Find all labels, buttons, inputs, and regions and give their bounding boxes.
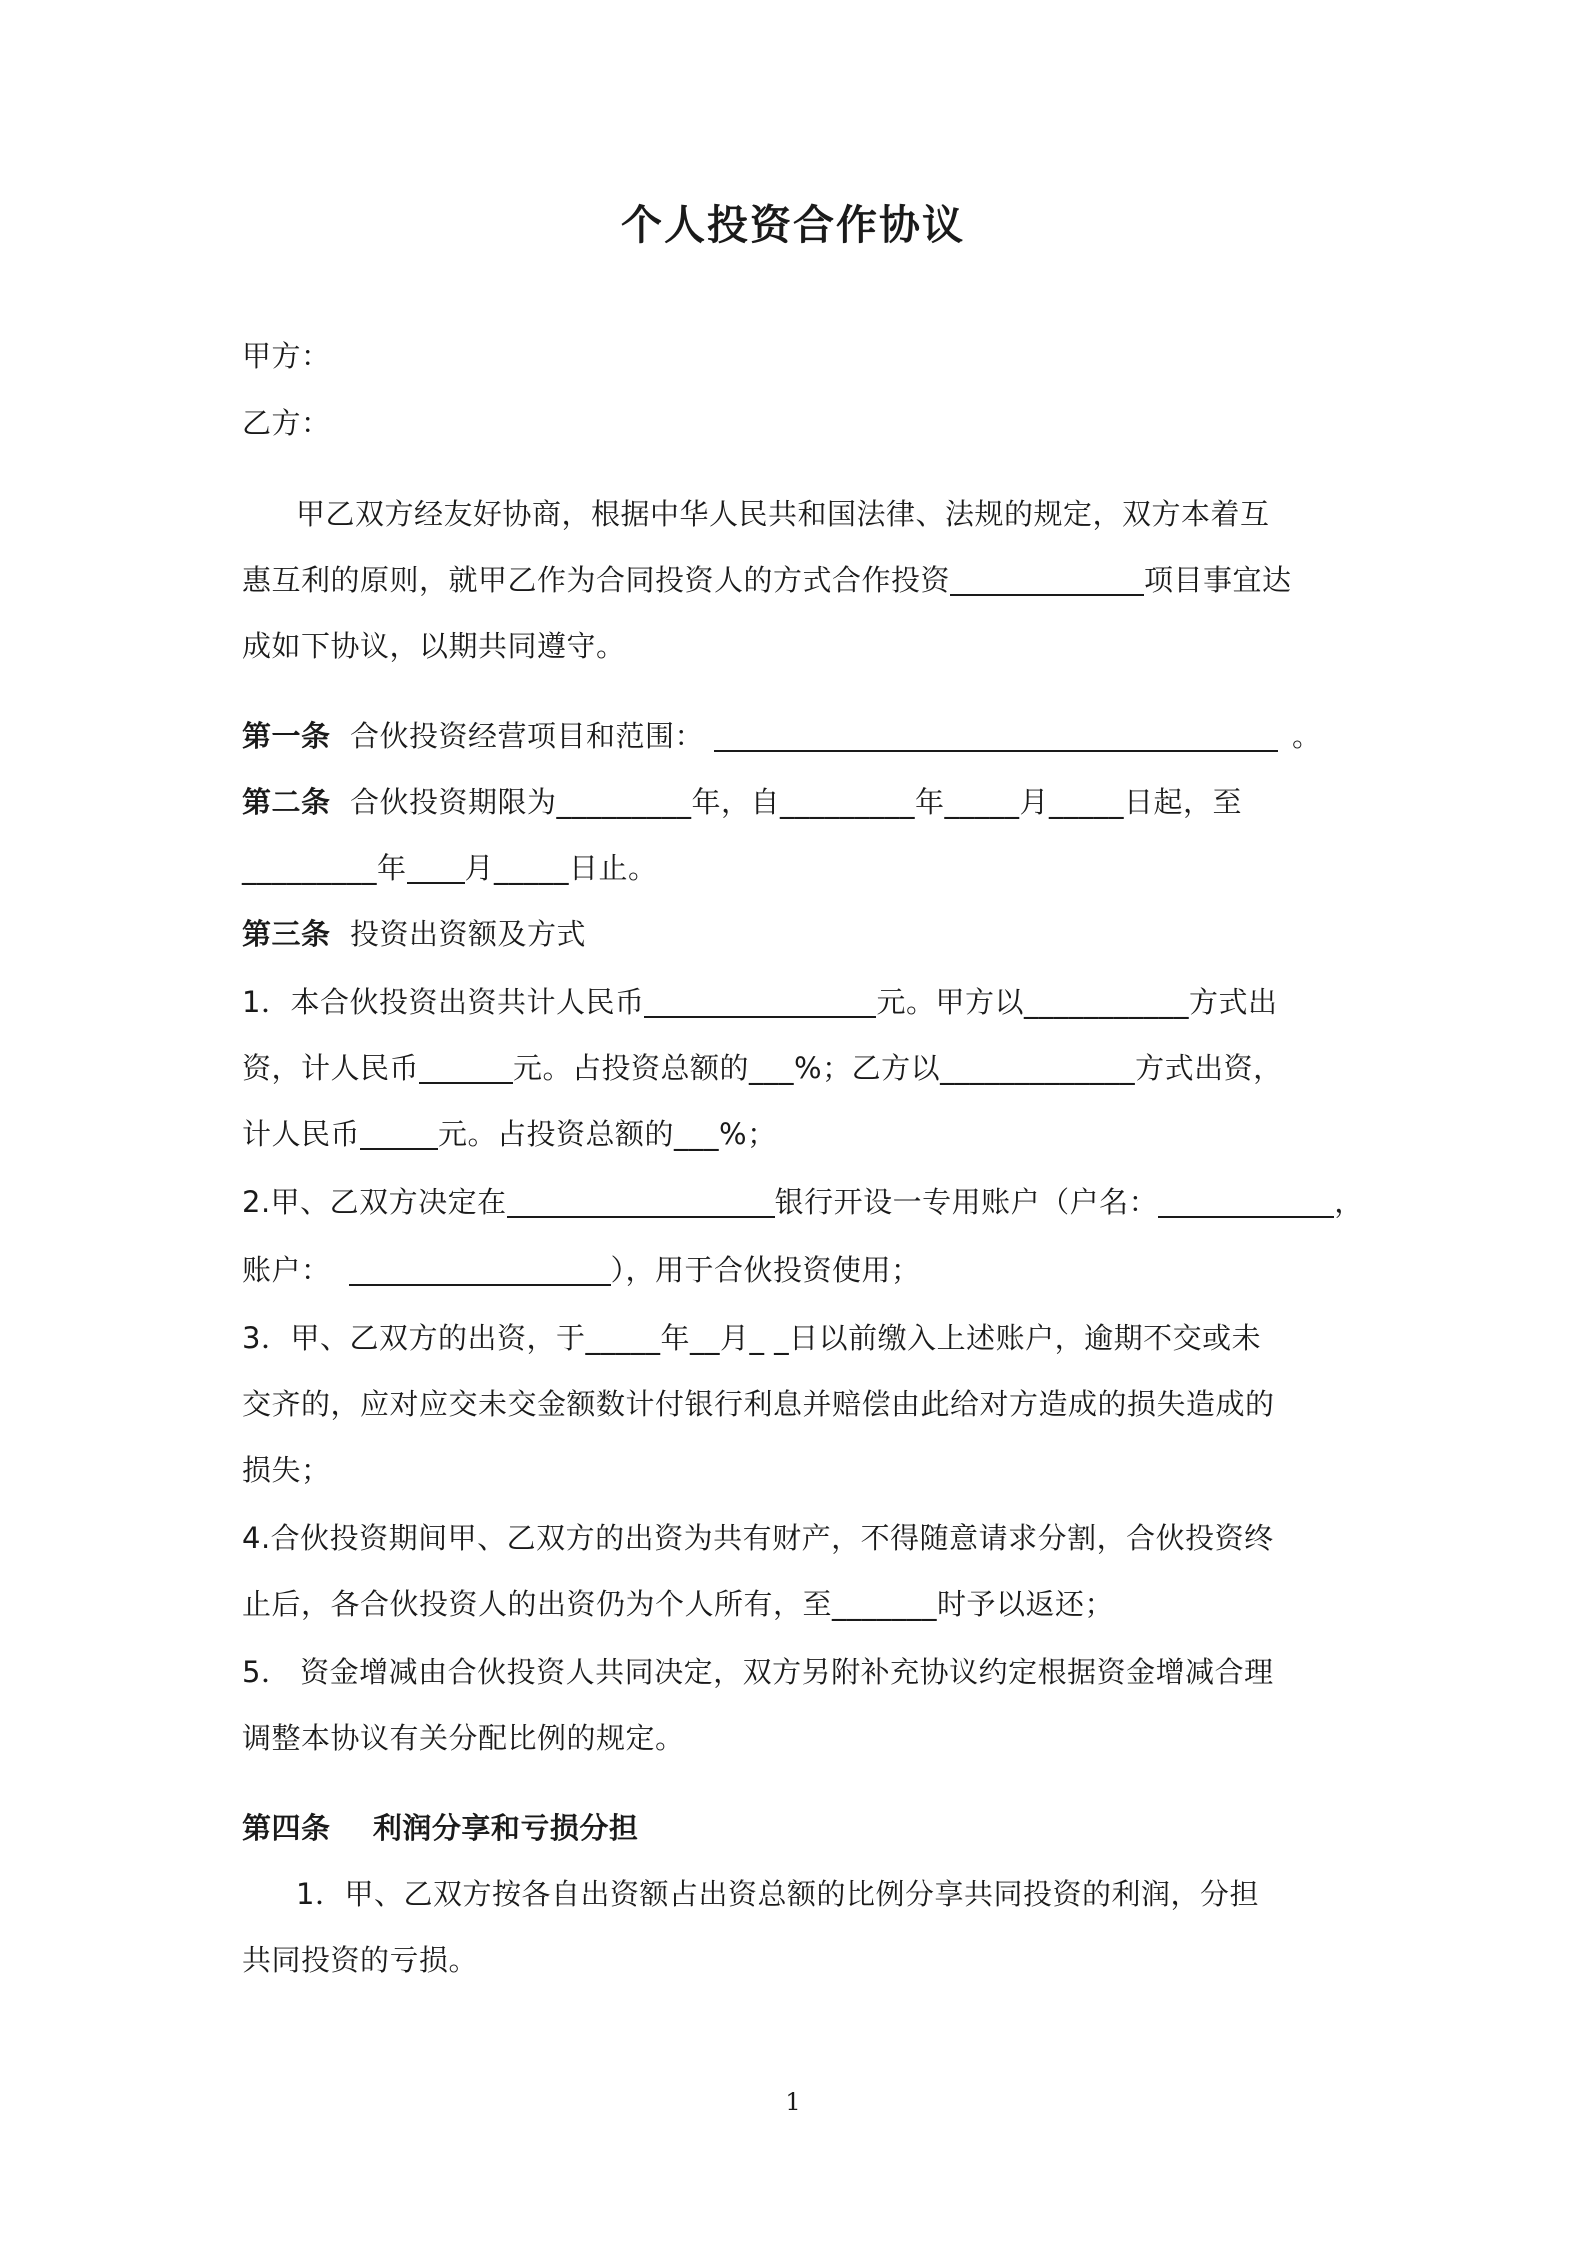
page-number: 1	[785, 2088, 801, 2116]
item-2-text-e: ），用于合伙投资使用；	[610, 1253, 921, 1287]
project-name-blank	[950, 564, 1144, 596]
article-3-item-4-line-2: 止后，各合伙投资人的出资仍为个人所有，至_______时予以返还；	[242, 1587, 1115, 1621]
intro-line-2-text: 惠互利的原则，就甲乙作为合同投资人的方式合作投资	[242, 563, 951, 597]
item-1-text-e: 计人民币	[242, 1117, 361, 1151]
account-name-blank	[1158, 1186, 1334, 1218]
article-2-end-day: _____日止。	[494, 851, 658, 885]
item-1-text-a: 1．本合伙投资出资共计人民币	[242, 985, 645, 1019]
article-2-line-1	[242, 782, 1242, 822]
article-3-item-3-line-3: 损失；	[242, 1453, 331, 1487]
article-2-month: 月	[464, 851, 495, 885]
article-1-end: 。	[1291, 719, 1322, 753]
article-4-heading-line	[242, 1808, 638, 1848]
article-3-item-1-line-2	[242, 1048, 1283, 1088]
account-number-blank	[349, 1254, 611, 1286]
party-a-amount-blank	[419, 1052, 513, 1084]
article-4-item-1-line-1: 1．甲、乙双方按各自出资额占出资总额的比例分享共同投资的利润，分担	[296, 1877, 1259, 1911]
article-4-title: 利润分享和亏损分担	[372, 1811, 639, 1845]
article-3-item-2-line-1	[242, 1182, 1364, 1222]
item-2-text-b: 银行开设一专用账户（户名：	[774, 1185, 1159, 1219]
item-1-text-d: 元。占投资总额的___%；乙方以_____________方式出资，	[513, 1051, 1283, 1085]
article-3-item-3-line-1: 3．甲、乙双方的出资，于_____年__月_ _日以前缴入上述账户，逾期不交或未	[242, 1321, 1262, 1355]
article-2-heading: 第二条	[242, 785, 331, 819]
article-2-line-2	[242, 848, 658, 888]
intro-line-3: 成如下协议，以期共同遵守。	[242, 629, 626, 663]
party-a-label: 甲方：	[242, 339, 331, 373]
article-4-item-1-line-2: 共同投资的亏损。	[242, 1943, 479, 1977]
article-3-heading-line	[242, 914, 586, 954]
item-2-text-c: ，	[1334, 1185, 1364, 1219]
article-2-text: 合伙投资期限为_________年，自_________年_____月_____日起，至	[349, 785, 1242, 819]
article-4-heading: 第四条	[242, 1811, 331, 1845]
item-2-text-d: 账户：	[242, 1253, 331, 1287]
article-3-title: 投资出资额及方式	[349, 917, 586, 951]
intro-line-1: 甲乙双方经友好协商，根据中华人民共和国法律、法规的规定，双方本着互	[296, 497, 1270, 531]
article-2-end-year: _________年	[242, 851, 407, 885]
intro-line-2	[242, 560, 1292, 600]
article-1	[242, 716, 1321, 756]
article-3-item-3-line-2: 交齐的，应对应交未交金额数计付银行利息并赔偿由此给对方造成的损失造成的	[242, 1387, 1275, 1421]
article-3-heading: 第三条	[242, 917, 331, 951]
document-title: 个人投资合作协议	[621, 201, 965, 249]
party-b-label: 乙方：	[242, 406, 331, 440]
item-2-text-a: 2.甲、乙双方决定在	[242, 1185, 507, 1219]
article-3-item-5-line-1: 5． 资金增减由合伙投资人共同决定，双方另附补充协议约定根据资金增减合理	[242, 1655, 1274, 1689]
article-3-item-1-line-1	[242, 982, 1277, 1022]
scope-blank	[714, 720, 1278, 752]
bank-name-blank	[507, 1186, 775, 1218]
article-3-item-5-line-2: 调整本协议有关分配比例的规定。	[242, 1721, 685, 1755]
article-3-item-1-line-3	[242, 1114, 777, 1154]
article-1-text: 合伙投资经营项目和范围：	[349, 719, 704, 753]
party-b-amount-blank	[360, 1118, 438, 1150]
article-3-item-2-line-2	[242, 1250, 921, 1290]
total-amount-blank	[644, 986, 876, 1018]
item-1-text-b: 元。甲方以___________方式出	[876, 985, 1278, 1019]
intro-line-2-tail: 项目事宜达	[1144, 563, 1292, 597]
item-1-text-f: 元。占投资总额的___%；	[438, 1117, 777, 1151]
end-month-blank	[407, 852, 465, 884]
article-3-item-4-line-1: 4.合伙投资期间甲、乙双方的出资为共有财产，不得随意请求分割，合伙投资终	[242, 1521, 1274, 1555]
item-1-text-c: 资，计人民币	[242, 1051, 420, 1085]
article-1-heading: 第一条	[242, 719, 331, 753]
